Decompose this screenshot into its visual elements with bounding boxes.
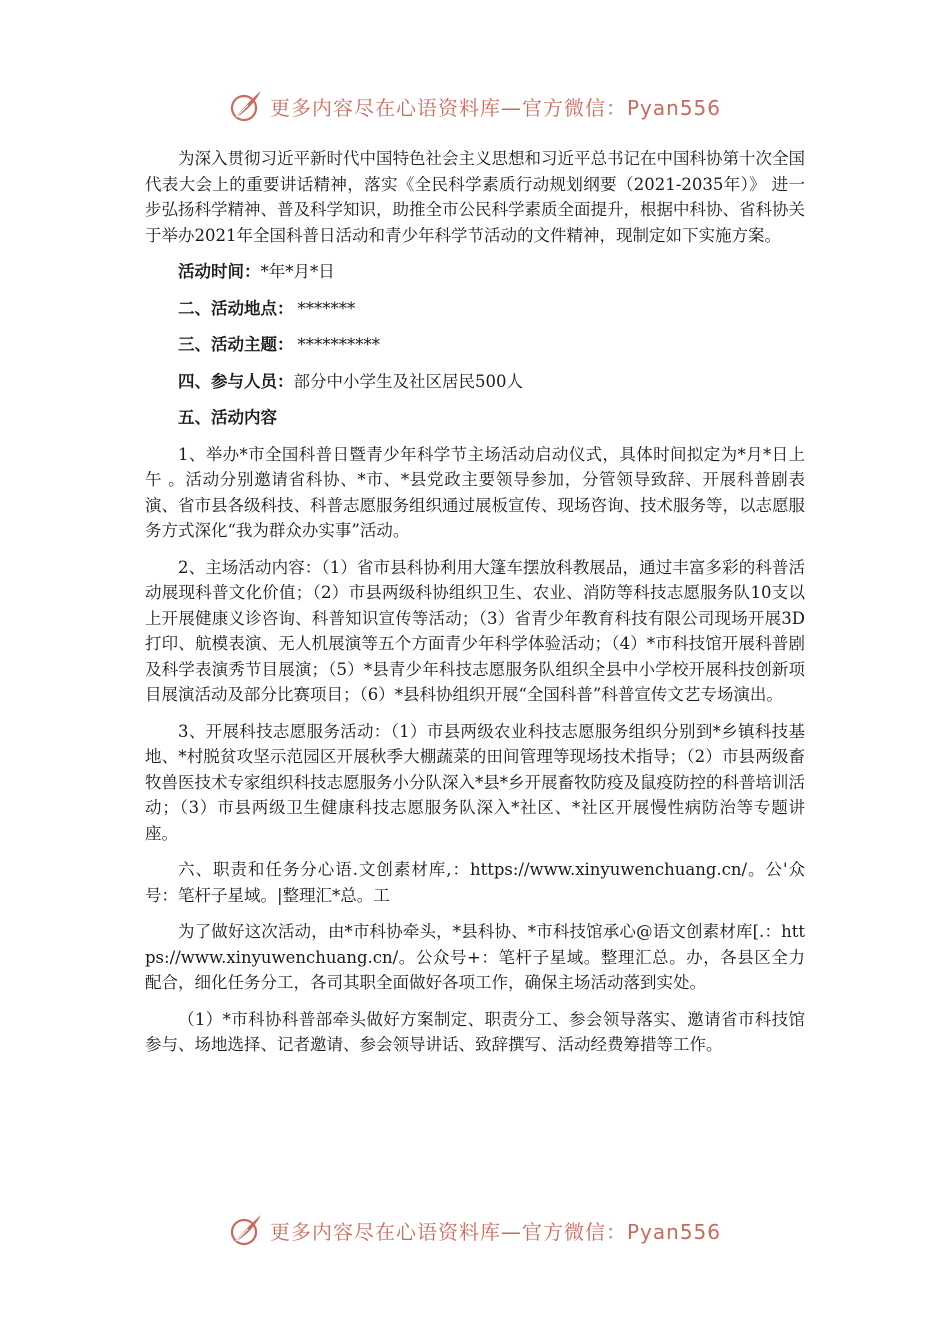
document-body [145,146,805,1069]
activity-content-label: 五、活动内容 [178,408,277,427]
quill-logo-icon [228,1212,264,1248]
activity-content-heading [145,405,805,431]
participants-value: 部分中小学生及社区居民500人 [293,371,523,391]
duty-1-paragraph: （1）*市科协科普部牵头做好方案制定、职责分工、参会领导落实、邀请省市科技馆参与、场地选择、记者邀请、参会领导讲话、致辞撰写、活动经费筹措等工作。 [145,1009,805,1054]
activity-time-label: 活动时间： [178,262,261,281]
intro-paragraph: 为深入贯彻习近平新时代中国特色社会主义思想和习近平总书记在中国科协第十次全国代表大会上的重要讲话精神，落实《全民科学素质行动规划纲要（2021-2035年）》 进一步弘扬科学精神、普及科学知识，助推全市公民科学素质全面提升，根据中科协、省科协关于举办2021年全国科普日活动和青少年科学节活动的文件精神，现制定如下实施方案。 [145,149,805,245]
header-watermark-banner [228,86,721,126]
organization-paragraph: 为了做好这次活动，由*市科协牵头，*县科协、*市科技馆承心@语文创素材库[.：https://www.xinyuwenchuang.cn/。公众号+：笔杆子星域。整理汇总。办，各县区全力配合，细化任务分工，各司其职全面做好各项工作，确保主场活动落到实处。 [145,922,805,992]
section-6-paragraph: 六、职责和任务分心语.文创素材库,：https://www.xinyuwenchuang.cn/。公'众号：笔杆子星域。|整理汇*总。工 [145,860,805,905]
quill-logo-icon [228,88,264,124]
content-item-3: 3、开展科技志愿服务活动：（1）市县两级农业科技志愿服务组织分别到*乡镇科技基地、*村脱贫攻坚示范园区开展秋季大棚蔬菜的田间管理等现场技术指导；（2）市县两级畜牧兽医技术专家组织科技志愿服务小分队深入*县*乡开展畜牧防疫及鼠疫防控的科普培训活动；（3）市县两级卫生健康科技志愿服务队深入*社区、*社区开展慢性病防治等专题讲座。 [145,721,805,843]
activity-theme-value: ********** [297,335,380,354]
participants-line [145,369,805,395]
activity-place-label: 二、活动地点： [178,298,294,318]
footer-watermark-banner [228,1210,721,1250]
activity-theme-line [145,332,805,358]
footer-watermark-text: 更多内容尽在心语资料库—官方微信：Pyan556 [270,1219,722,1244]
activity-place-value: ******* [297,298,356,318]
content-item-1: 1、举办*市全国科普日暨青少年科学节主场活动启动仪式，具体时间拟定为*月*日上午 。活动分别邀请省科协、*市、*县党政主要领导参加，分管领导致辞、开展科普剧表演、省市县各级科技、科普志愿服务组织通过展板宣传、现场咨询、技术服务等，以志愿服务方式深化“我为群众办实事”活动。 [145,444,805,540]
activity-theme-label: 三、活动主题： [178,335,294,354]
activity-place-line [145,296,805,322]
participants-label: 四、参与人员： [178,371,294,391]
content-item-2: 2、主场活动内容：（1）省市县科协利用大篷车摆放科教展品，通过丰富多彩的科普活动展现科普文化价值；（2）市县两级科协组织卫生、农业、消防等科技志愿服务队10支以上开展健康义诊咨询、科普知识宣传等活动；（3）省青少年教育科技有限公司现场开展3D打印、航模表演、无人机展演等五个方面青少年科学体验活动；（4）*市科技馆开展科普剧及科学表演秀节目展演；（5）*县青少年科技志愿服务队组织全县中小学校开展科技创新项目展演活动及部分比赛项目；（6）*县科协组织开展“全国科普”科普宣传文艺专场演出。 [145,557,805,704]
activity-time-line [145,259,805,285]
header-watermark-text: 更多内容尽在心语资料库—官方微信：Pyan556 [270,95,722,120]
activity-time-value: *年*月*日 [260,262,335,281]
